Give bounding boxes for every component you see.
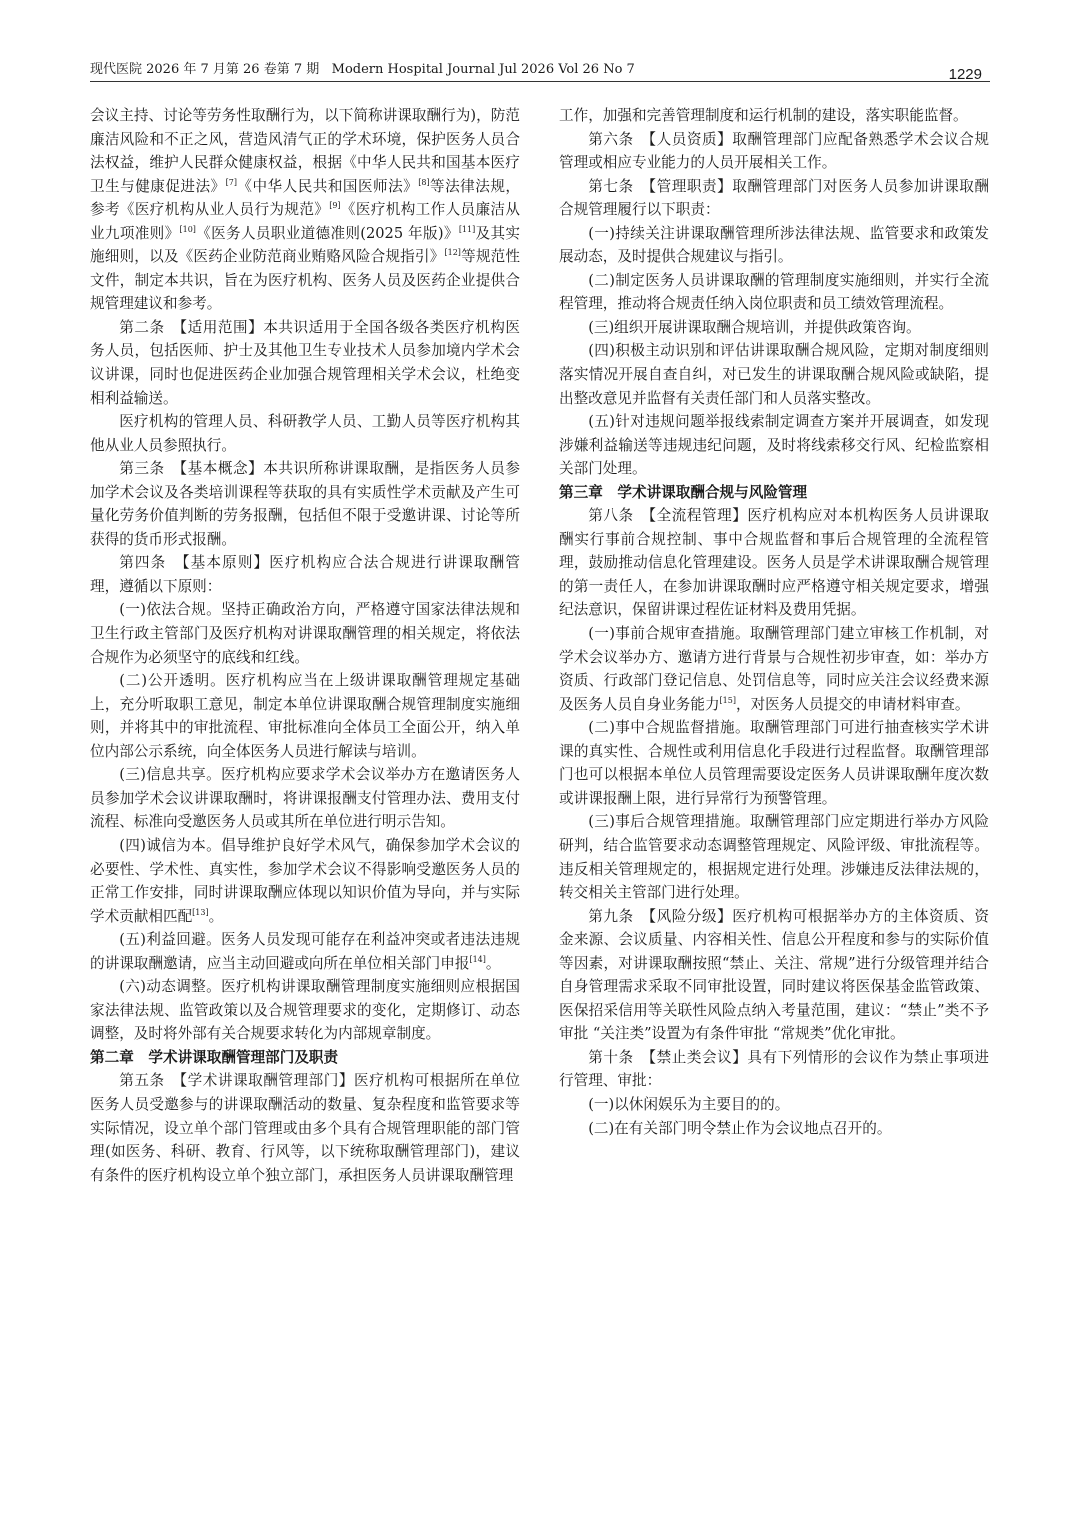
- citation-10: [10]: [179, 224, 196, 234]
- article-8-item-1: (一)事前合规审查措施。取酬管理部门建立审核工作机制，对学术会议举办方、邀请方进行背景与合规性初步审查，如：举办方资质、行政部门登记信息、处罚信息等，同时应关注会议经费来源及医务人员自身业务能力[15]，对医务人员提交的申请材料审查。: [559, 625, 989, 713]
- article-7-item-1: (一)持续关注讲课取酬管理所涉法律法规、监管要求和政策发展动态，及时提供合规建议与指引。: [559, 224, 989, 266]
- header-rule: [90, 81, 990, 82]
- article-4-item-5: (五)利益回避。医务人员发现可能存在利益冲突或者违法违规的讲课取酬邀请，应当主动回避或向所在单位相关部门申报[14]。: [90, 931, 520, 972]
- article-7-item-5: (五)针对违规问题举报线索制定调查方案并开展调查，如发现涉嫌利益输送等违规违纪问题，及时将线索移交行风、纪检监察相关部门处理。: [559, 413, 989, 478]
- article-6: 第六条 【人员资质】取酬管理部门应配备熟悉学术会议合规管理或相应专业能力的人员开展相关工作。: [559, 130, 989, 172]
- article-2-note: 医疗机构的管理人员、科研教学人员、工勤人员等医疗机构其他从业人员参照执行。: [90, 413, 520, 454]
- article-4-item-1: (一)依法合规。坚持正确政治方向，严格遵守国家法律法规和卫生行政主管部门及医疗机构对讲课取酬管理的相关规定，将依法合规作为必须坚守的底线和红线。: [90, 601, 520, 666]
- citation-9: [9]: [329, 201, 341, 211]
- citation-11: [11]: [458, 224, 476, 234]
- article-5: 第五条 【学术讲课取酬管理部门】医疗机构可根据所在单位医务人员受邀参与的讲课取酬活动的数量、复杂程度和监管要求等实际情况，设立单个部门管理或由多个具有合规管理职能的部门管理(如医务、科研、教育、行风等，以下统称取酬管理部门)，建议有条件的医疗机构设立单个独立部门，承担医务人员讲课取酬管理: [90, 1072, 520, 1184]
- left-column: [90, 104, 520, 1187]
- chapter-2-heading: 第二章 学术讲课取酬管理部门及职责: [90, 1048, 339, 1066]
- article-5-cont: 工作，加强和完善管理制度和运行机制的建设，落实职能监督。: [559, 107, 968, 124]
- article-8-item-3: (三)事后合规管理措施。取酬管理部门应定期进行举办方风险研判，结合监管要求动态调整管理规定、风险评级、审批流程等。违反相关管理规定的，根据规定进行处理。涉嫌违反法律法规的，转交相关主管部门进行处理。: [559, 813, 989, 902]
- journal-title-en: Modern Hospital Journal Jul 2026 Vol 26 No 7: [331, 62, 635, 77]
- running-header: [90, 58, 635, 77]
- article-4-item-2: (二)公开透明。医疗机构应当在上级讲课取酬管理规定基础上，充分听取职工意见，制定本单位讲课取酬合规管理制度实施细则，并将其中的审批流程、审批标准向全体员工全面公开，纳入单位内部公示系统，向全体医务人员进行解读与培训。: [90, 672, 520, 760]
- chapter-3-heading: 第三章 学术讲课取酬合规与风险管理: [559, 483, 808, 501]
- paragraph-intro-cont: 会议主持、讨论等劳务性取酬行为，以下简称讲课取酬行为)，防范廉洁风险和不正之风，营造风清气正的学术环境，保护医务人员合法权益，维护人民群众健康权益，根据《中华人民共和国基本医疗卫生与健康促进法》[7]《中华人民共和国医师法》[8]等法律法规，参考《医疗机构从业人员行为规范》[9]《医疗机构工作人员廉洁从业九项准则》[10]《医务人员职业道德准则(2025 年版)》[11]及其实施细则，以及《医药企业防范商业贿赂风险合规指引》[12]等规范性文件，制定本共识，旨在为医疗机构、医务人员及医药企业提供合规管理建议和参考。: [90, 107, 520, 313]
- article-9: 第九条 【风险分级】医疗机构可根据举办方的主体资质、资金来源、会议质量、内容相关性、信息公开程度和参与的实际价值等因素，对讲课取酬按照“禁止、关注、常规”进行分级管理并结合自身管理需求采取不同审批设置，同时建议将医保基金监管政策、医保招采信用等关联性风险点纳入考量范围，建议：“禁止”类不予审批 “关注类”设置为有条件审批 “常规类”优化审批。: [559, 907, 989, 1043]
- citation-8: [8]: [418, 177, 430, 187]
- journal-title-cn: 现代医院 2026 年 7 月第 26 卷第 7 期: [90, 62, 320, 77]
- article-10: 第十条 【禁止类会议】具有下列情形的会议作为禁止事项进行管理、审批：: [559, 1048, 989, 1090]
- article-4-item-6: (六)动态调整。医疗机构讲课取酬管理制度实施细则应根据国家法律法规、监管政策以及合规管理要求的变化，定期修订、动态调整，及时将外部有关合规要求转化为内部规章制度。: [90, 978, 520, 1043]
- article-7-item-4: (四)积极主动识别和评估讲课取酬合规风险，定期对制度细则落实情况开展自查自纠，对已发生的讲课取酬合规风险或缺陷，提出整改意见并监督有关责任部门和人员落实整改。: [559, 342, 989, 407]
- citation-15: [15]: [719, 695, 736, 705]
- article-2: 第二条 【适用范围】本共识适用于全国各级各类医疗机构医务人员，包括医师、护士及其他卫生专业技术人员参加境内学术会议讲课，同时也促进医药企业加强合规管理相关学术会议，杜绝变相利益输送。: [90, 318, 520, 407]
- article-4-item-4: (四)诚信为本。倡导维护良好学术风气，确保参加学术会议的必要性、学术性、真实性，参加学术会议不得影响受邀医务人员的正常工作安排，同时讲课取酬应体现以知识价值为导向，并与实际学术贡献相匹配[13]。: [90, 836, 520, 925]
- citation-14: [14]: [469, 954, 486, 964]
- citation-7: [7]: [225, 177, 237, 187]
- article-3: 第三条 【基本概念】本共识所称讲课取酬，是指医务人员参加学术会议及各类培训课程等获取的具有实质性学术贡献及产生可量化劳务价值判断的劳务报酬，包括但不限于受邀讲课、讨论等所获得的货币形式报酬。: [90, 460, 520, 548]
- article-10-item-1: (一)以休闲娱乐为主要目的的。: [588, 1095, 790, 1113]
- citation-12: [12]: [444, 248, 461, 258]
- citation-13: [13]: [192, 907, 209, 917]
- article-10-item-2: (二)在有关部门明令禁止作为会议地点召开的。: [588, 1119, 892, 1137]
- article-8-item-2: (二)事中合规监督措施。取酬管理部门可进行抽查核实学术讲课的真实性、合规性或利用信息化手段进行过程监督。取酬管理部门也可以根据本单位人员管理需要设定医务人员讲课取酬年度次数或讲课报酬上限，进行异常行为预警管理。: [559, 719, 989, 807]
- article-7-item-3: (三)组织开展讲课取酬合规培训，并提供政策咨询。: [588, 318, 921, 336]
- article-7: 第七条 【管理职责】取酬管理部门对医务人员参加讲课取酬合规管理履行以下职责：: [559, 177, 989, 219]
- article-4-item-3: (三)信息共享。医疗机构应要求学术会议举办方在邀请医务人员参加学术会议讲课取酬时，将讲课报酬支付管理办法、费用支付流程、标准向受邀医务人员或其所在单位进行明示告知。: [90, 766, 520, 831]
- page-number: 1229: [948, 66, 982, 83]
- article-8: 第八条 【全流程管理】医疗机构应对本机构医务人员讲课取酬实行事前合规控制、事中合规监督和事后合规管理的全流程管理，鼓励推动信息化管理建设。医务人员是学术讲课取酬合规管理的第一责任人，在参加讲课取酬时应严格遵守相关规定要求，增强纪法意识，保留讲课过程佐证材料及费用凭据。: [559, 507, 989, 619]
- article-7-item-2: (二)制定医务人员讲课取酬的管理制度实施细则，并实行全流程管理，推动将合规责任纳入岗位职责和员工绩效管理流程。: [559, 271, 989, 313]
- right-column: [559, 104, 989, 1140]
- article-4: 第四条 【基本原则】医疗机构应合法合规进行讲课取酬管理，遵循以下原则：: [90, 554, 520, 595]
